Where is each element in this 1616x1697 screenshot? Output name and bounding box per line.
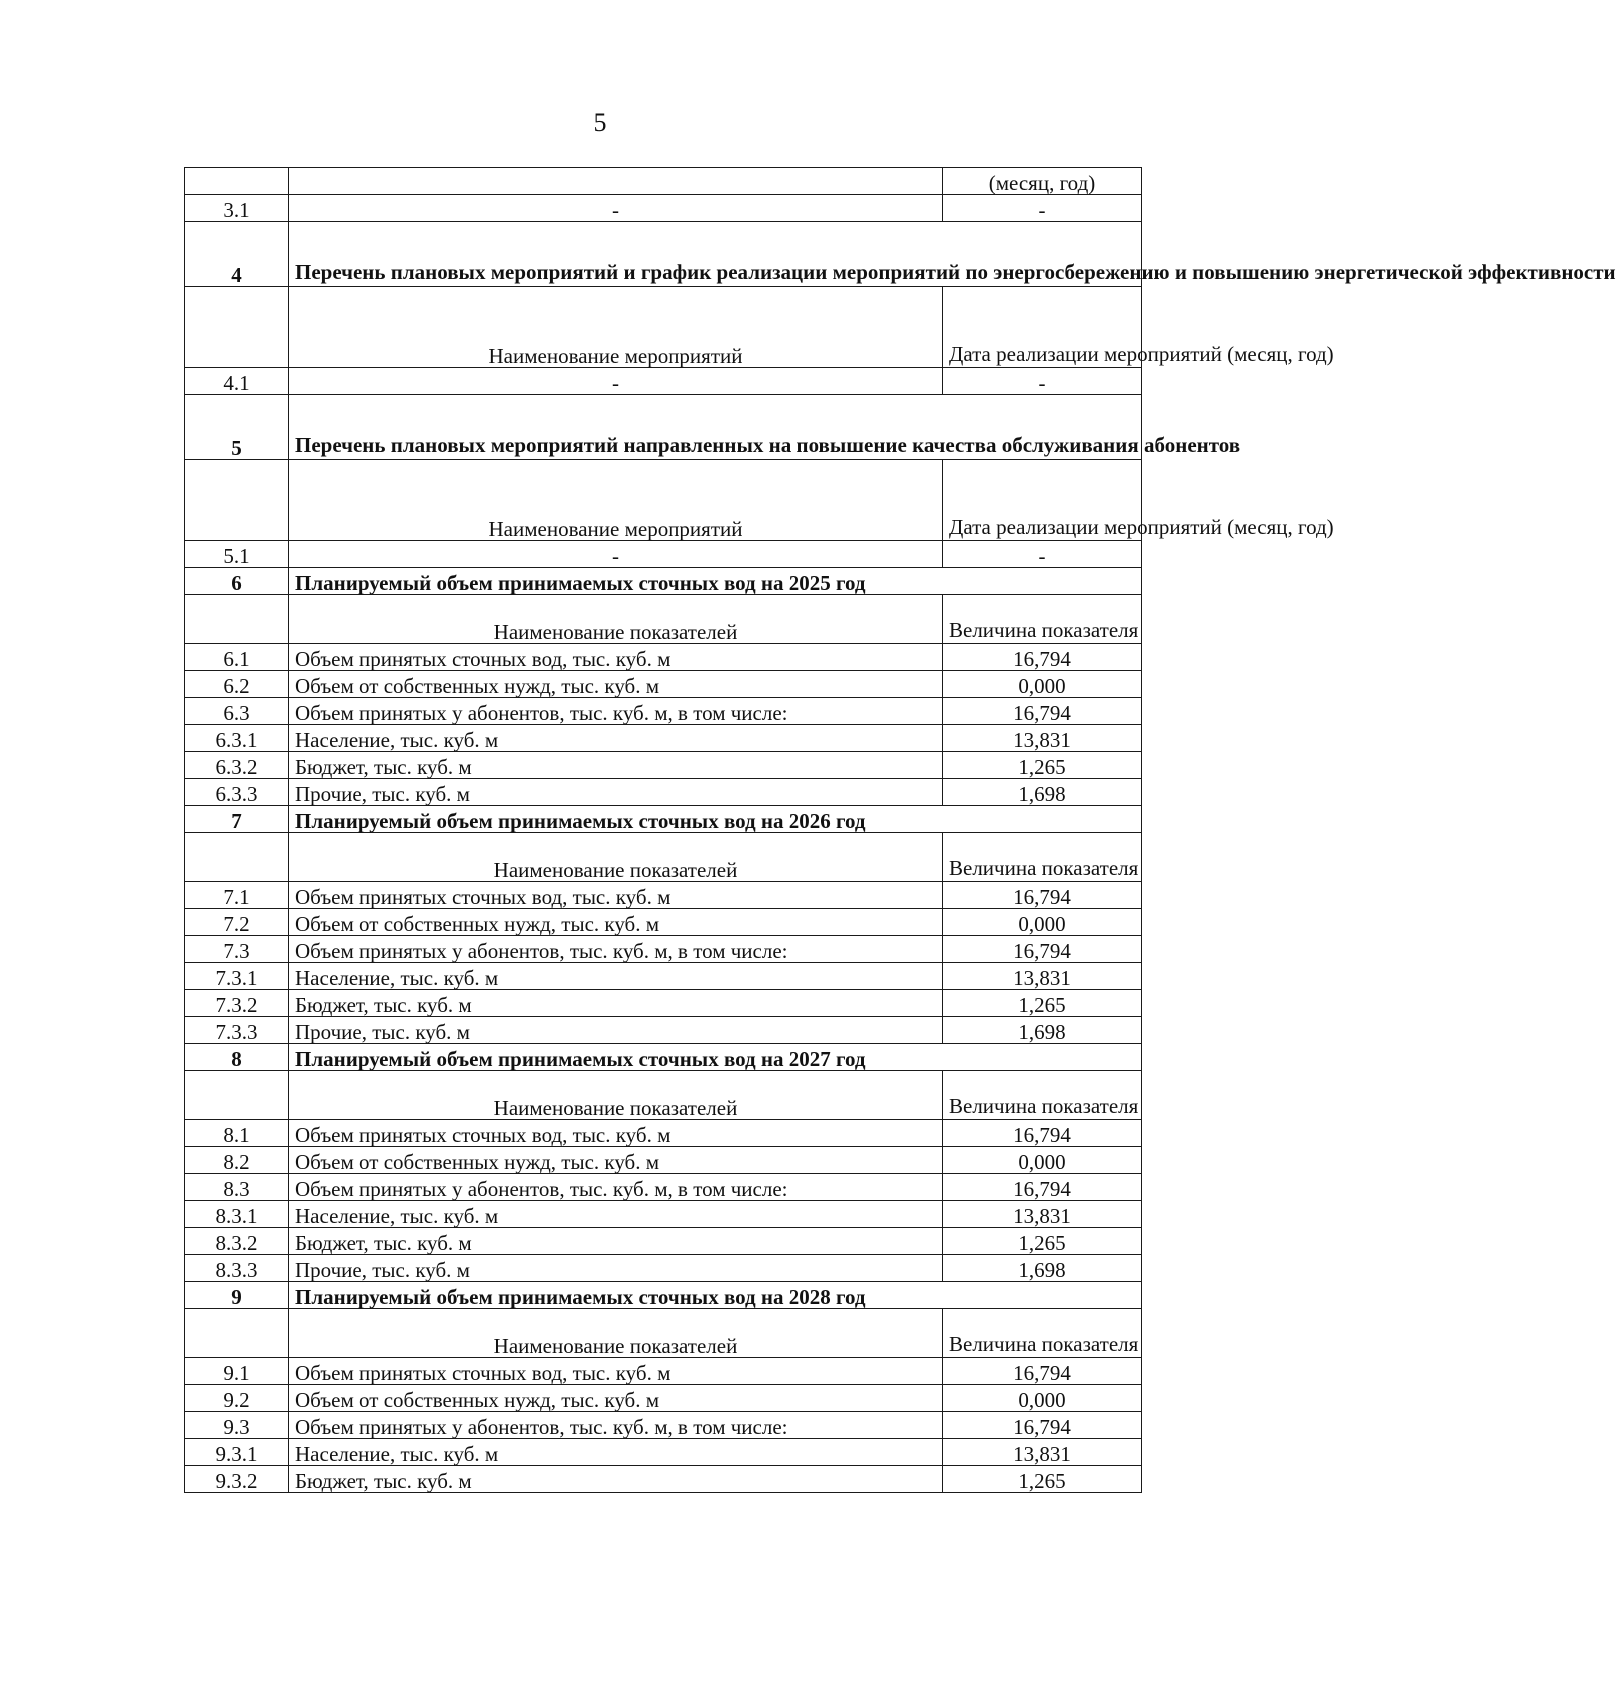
table-row — [185, 1412, 1142, 1439]
table-row — [185, 909, 1142, 936]
value-column-header: Величина показателя — [943, 1309, 1142, 1358]
row-value: 1,265 — [943, 1466, 1142, 1493]
row-name: Объем от собственных нужд, тыс. куб. м — [289, 671, 943, 698]
row-number: 7.3.2 — [185, 990, 289, 1017]
row-name: Население, тыс. куб. м — [289, 725, 943, 752]
table-row — [185, 1466, 1142, 1493]
table-row — [185, 698, 1142, 725]
row-name: Объем принятых сточных вод, тыс. куб. м — [289, 644, 943, 671]
row-number: 3.1 — [185, 195, 289, 222]
row-number: 6.3.3 — [185, 779, 289, 806]
row-name: Население, тыс. куб. м — [289, 1439, 943, 1466]
value-column-header: (месяц, год) — [943, 168, 1142, 195]
table-row — [185, 963, 1142, 990]
section-number: 8 — [185, 1044, 289, 1071]
row-value: 16,794 — [943, 1358, 1142, 1385]
column-header-row — [185, 595, 1142, 644]
table-row — [185, 1017, 1142, 1044]
table-row — [185, 936, 1142, 963]
column-header-row — [185, 1309, 1142, 1358]
row-number: 6.2 — [185, 671, 289, 698]
row-number: 6.3.2 — [185, 752, 289, 779]
row-value: 0,000 — [943, 909, 1142, 936]
section-title-row — [185, 568, 1142, 595]
section-number: 9 — [185, 1282, 289, 1309]
row-value: 1,698 — [943, 1255, 1142, 1282]
row-value: 13,831 — [943, 1201, 1142, 1228]
table-row — [185, 779, 1142, 806]
table-row — [185, 1358, 1142, 1385]
row-value: 1,698 — [943, 779, 1142, 806]
name-column-header: Наименование мероприятий — [289, 460, 943, 541]
continued-header-row — [185, 168, 1142, 195]
value-column-header: Величина показателя — [943, 1071, 1142, 1120]
name-column-header: Наименование показателей — [289, 595, 943, 644]
section-number: 4 — [185, 222, 289, 287]
table-row — [185, 1439, 1142, 1466]
row-value: - — [943, 368, 1142, 395]
row-value: 16,794 — [943, 882, 1142, 909]
section-number: 6 — [185, 568, 289, 595]
row-value: 13,831 — [943, 725, 1142, 752]
table-row — [185, 752, 1142, 779]
empty-cell — [185, 287, 289, 368]
row-number: 9.3 — [185, 1412, 289, 1439]
table-row — [185, 1174, 1142, 1201]
value-column-header: Величина показателя — [943, 595, 1142, 644]
table-row — [185, 1255, 1142, 1282]
row-number: 9.3.2 — [185, 1466, 289, 1493]
row-number: 6.3.1 — [185, 725, 289, 752]
section-title-row — [185, 1282, 1142, 1309]
row-name: Прочие, тыс. куб. м — [289, 1255, 943, 1282]
row-name: Объем принятых у абонентов, тыс. куб. м, в том числе: — [289, 936, 943, 963]
row-value: 16,794 — [943, 1412, 1142, 1439]
row-number: 7.3.3 — [185, 1017, 289, 1044]
row-name: Прочие, тыс. куб. м — [289, 1017, 943, 1044]
row-value: 13,831 — [943, 1439, 1142, 1466]
section-number: 5 — [185, 395, 289, 460]
row-number: 8.3.2 — [185, 1228, 289, 1255]
section-number: 7 — [185, 806, 289, 833]
row-name: Объем принятых у абонентов, тыс. куб. м, в том числе: — [289, 1174, 943, 1201]
row-name: Население, тыс. куб. м — [289, 963, 943, 990]
empty-cell — [185, 595, 289, 644]
row-value: 0,000 — [943, 1385, 1142, 1412]
row-number: 4.1 — [185, 368, 289, 395]
row-name: Объем принятых сточных вод, тыс. куб. м — [289, 1358, 943, 1385]
row-value: 16,794 — [943, 698, 1142, 725]
section-title-row — [185, 1044, 1142, 1071]
row-number: 6.3 — [185, 698, 289, 725]
row-name: Бюджет, тыс. куб. м — [289, 752, 943, 779]
row-value: - — [943, 541, 1142, 568]
row-value: 0,000 — [943, 671, 1142, 698]
column-header-row — [185, 833, 1142, 882]
row-number: 8.3.1 — [185, 1201, 289, 1228]
row-name: Объем от собственных нужд, тыс. куб. м — [289, 1147, 943, 1174]
row-number: 7.2 — [185, 909, 289, 936]
section-title: Планируемый объем принимаемых сточных вод на 2028 год — [289, 1282, 1142, 1309]
name-column-header: Наименование мероприятий — [289, 287, 943, 368]
row-number: 8.3.3 — [185, 1255, 289, 1282]
table-row — [185, 644, 1142, 671]
value-column-header: Дата реализации мероприятий (месяц, год) — [943, 287, 1142, 368]
name-column-header: Наименование показателей — [289, 833, 943, 882]
table-row — [185, 990, 1142, 1017]
section-title: Планируемый объем принимаемых сточных вод на 2027 год — [289, 1044, 1142, 1071]
row-value: 16,794 — [943, 936, 1142, 963]
row-number: 7.3.1 — [185, 963, 289, 990]
empty-cell — [185, 168, 289, 195]
row-value: 16,794 — [943, 1120, 1142, 1147]
name-column-header: Наименование показателей — [289, 1309, 943, 1358]
row-name: Бюджет, тыс. куб. м — [289, 1466, 943, 1493]
row-value: 13,831 — [943, 963, 1142, 990]
row-value: 1,698 — [943, 1017, 1142, 1044]
row-number: 6.1 — [185, 644, 289, 671]
table-row — [185, 1385, 1142, 1412]
section-title: Планируемый объем принимаемых сточных вод на 2026 год — [289, 806, 1142, 833]
row-number: 8.3 — [185, 1174, 289, 1201]
section-title-row — [185, 395, 1142, 460]
column-header-row — [185, 460, 1142, 541]
value-column-header: Дата реализации мероприятий (месяц, год) — [943, 460, 1142, 541]
page-number: 5 — [593, 108, 607, 137]
row-name: Объем от собственных нужд, тыс. куб. м — [289, 909, 943, 936]
row-number: 7.3 — [185, 936, 289, 963]
table-row — [185, 541, 1142, 568]
row-name: Бюджет, тыс. куб. м — [289, 1228, 943, 1255]
name-column-header: Наименование показателей — [289, 1071, 943, 1120]
row-value: 0,000 — [943, 1147, 1142, 1174]
table-row — [185, 1201, 1142, 1228]
section-title: Перечень плановых мероприятий и график реализации мероприятий по энергосбережению и повышению энергетической эффективности — [289, 222, 1142, 287]
row-value: 16,794 — [943, 1174, 1142, 1201]
section-title-row — [185, 222, 1142, 287]
section-title-row — [185, 806, 1142, 833]
table-row — [185, 671, 1142, 698]
row-number: 9.2 — [185, 1385, 289, 1412]
row-value: 1,265 — [943, 752, 1142, 779]
column-header-row — [185, 287, 1142, 368]
row-value: 1,265 — [943, 990, 1142, 1017]
table-row — [185, 195, 1142, 222]
empty-cell — [185, 460, 289, 541]
row-name: Прочие, тыс. куб. м — [289, 779, 943, 806]
table-row — [185, 1147, 1142, 1174]
row-number: 8.2 — [185, 1147, 289, 1174]
row-value: 1,265 — [943, 1228, 1142, 1255]
row-name: Объем от собственных нужд, тыс. куб. м — [289, 1385, 943, 1412]
row-name: - — [289, 541, 943, 568]
row-name: Бюджет, тыс. куб. м — [289, 990, 943, 1017]
row-name: - — [289, 195, 943, 222]
value-column-header: Величина показателя — [943, 833, 1142, 882]
row-value: 16,794 — [943, 644, 1142, 671]
column-header-row — [185, 1071, 1142, 1120]
row-name: Объем принятых сточных вод, тыс. куб. м — [289, 882, 943, 909]
table-row — [185, 368, 1142, 395]
row-name: Население, тыс. куб. м — [289, 1201, 943, 1228]
row-number: 7.1 — [185, 882, 289, 909]
section-title: Перечень плановых мероприятий направленных на повышение качества обслуживания абонентов — [289, 395, 1142, 460]
row-value: - — [943, 195, 1142, 222]
section-title: Планируемый объем принимаемых сточных вод на 2025 год — [289, 568, 1142, 595]
row-number: 9.3.1 — [185, 1439, 289, 1466]
table-row — [185, 882, 1142, 909]
row-number: 5.1 — [185, 541, 289, 568]
table-row — [185, 1120, 1142, 1147]
row-name: Объем принятых сточных вод, тыс. куб. м — [289, 1120, 943, 1147]
row-name: Объем принятых у абонентов, тыс. куб. м, в том числе: — [289, 698, 943, 725]
table-row — [185, 1228, 1142, 1255]
table-row — [185, 725, 1142, 752]
row-name: Объем принятых у абонентов, тыс. куб. м, в том числе: — [289, 1412, 943, 1439]
empty-cell — [185, 1309, 289, 1358]
empty-cell — [185, 833, 289, 882]
empty-cell — [289, 168, 943, 195]
row-name: - — [289, 368, 943, 395]
row-number: 8.1 — [185, 1120, 289, 1147]
empty-cell — [185, 1071, 289, 1120]
row-number: 9.1 — [185, 1358, 289, 1385]
plan-table — [184, 167, 1616, 1493]
